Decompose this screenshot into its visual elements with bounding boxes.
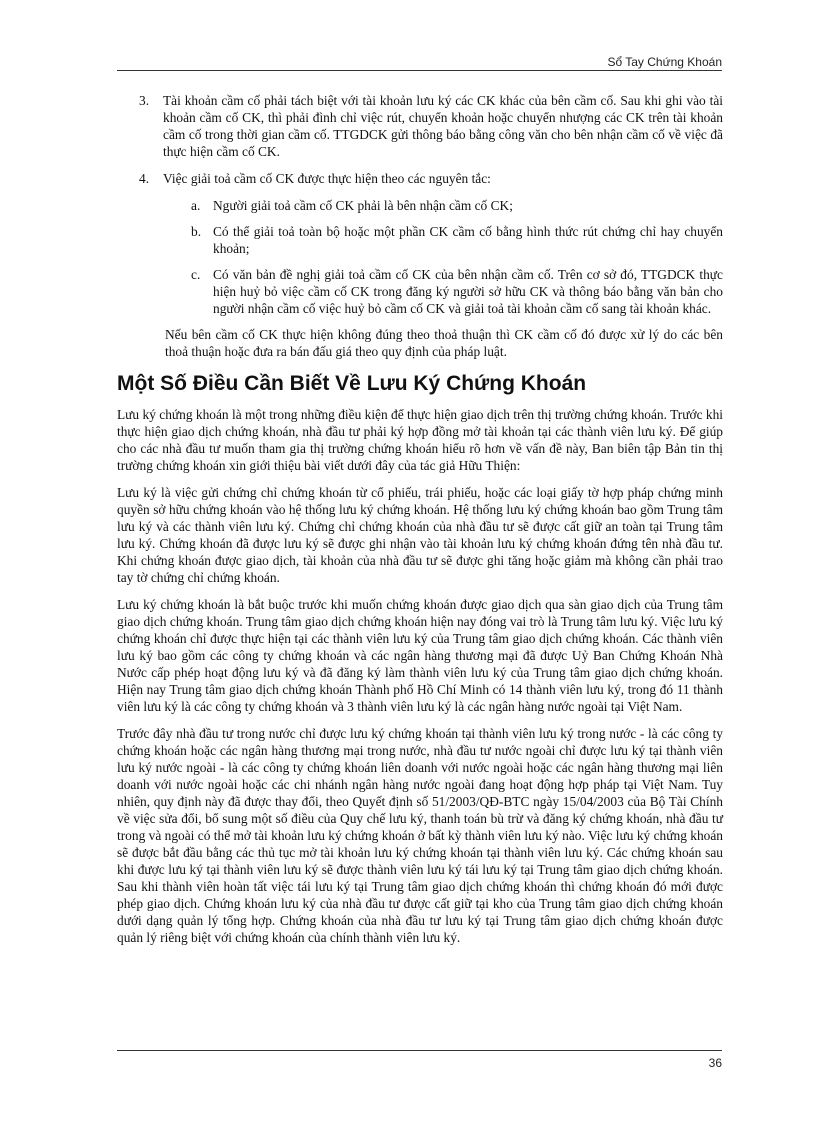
sub-list-item-text: Có thể giải toả toàn bộ hoặc một phần CK cầm cố bằng hình thức rút chứng chỉ hay chuyển khoản; <box>213 224 723 256</box>
page-content <box>117 92 723 956</box>
footer-divider <box>117 1050 722 1051</box>
body-paragraph: Trước đây nhà đầu tư trong nước chỉ được lưu ký chứng khoán tại thành viên lưu ký trong nước - là các công ty chứng khoán hoặc các ngân hàng thương mại trong nước, nhà đầu tư nước ngoài chỉ được lưu ký tại thành viên lưu ký nước ngoài - là các công ty chứng khoán liên doanh với nước ngoài hoặc các ngân hàng thương mại liên doanh với nước ngoài hoặc các chi nhánh ngân hàng nước ngoài đang hoạt động hợp pháp tại Việt Nam. Tuy nhiên, quy định này đã được thay đổi, theo Quyết định số 51/2003/QĐ-BTC ngày 15/04/2003 của Bộ Tài Chính về việc sửa đổi, bổ sung một số điều của Quy chế lưu ký, thanh toán bù trừ và đăng ký chứng khoán, nhà đầu tư trong và ngoài có thể mở tài khoản lưu ký chứng khoán ở bất kỳ thành viên lưu ký nào. Việc lưu ký chứng khoán sẽ được bắt đầu bằng các thủ tục mở tài khoản lưu ký chứng khoán tại thành viên lưu ký. Các chứng khoán sau khi được lưu ký tại thành viên lưu ký sẽ được thành viên lưu ký tái lưu ký tại Trung tâm giao dịch chứng khoán. Sau khi thành viên hoàn tất việc tái lưu ký tại Trung tâm giao dịch chứng khoán thì chứng khoán đó mới được phép giao dịch. Chứng khoán lưu ký của nhà đầu tư được cất giữ tại kho của Trung tâm giao dịch chứng khoán dưới dạng quản lý tổng hợp. Chứng khoán của nhà đầu tư lưu ký tại Trung tâm giao dịch chứng khoán được quản lý riêng biệt với chứng khoán của chính thành viên lưu ký. <box>117 726 723 945</box>
sub-list-item <box>117 266 723 317</box>
list-item <box>117 92 723 160</box>
sub-list-item-text: Người giải toả cầm cố CK phải là bên nhận cầm cố CK; <box>213 198 513 213</box>
header-divider <box>117 70 722 71</box>
list-item-number: 3. <box>139 93 150 108</box>
sub-list-item-letter: a. <box>191 198 201 213</box>
running-header-title: Sổ Tay Chứng Khoán <box>607 55 722 69</box>
sub-list-item-text: Có văn bản đề nghị giải toả cầm cố CK của bên nhận cầm cố. Trên cơ sở đó, TTGDCK thực hiện huỷ bỏ việc cầm cố CK trong đăng ký người sở hữu CK và thông báo bằng văn bản cho người nhận cầm cố việc huỷ bỏ cầm cố CK và giải toả tài khoản cầm cố sang tài khoản khác. <box>213 267 723 316</box>
sub-list-item-letter: c. <box>191 267 201 282</box>
sub-list-item <box>117 223 723 257</box>
body-paragraph: Lưu ký chứng khoán là bắt buộc trước khi muốn chứng khoán được giao dịch qua sàn giao dịch của Trung tâm giao dịch chứng khoán. Trung tâm giao dịch chứng khoán hiện nay đóng vai trò là Trung tâm lưu ký. Việc lưu ký chứng khoán chỉ được thực hiện tại các thành viên lưu ký của Trung tâm giao dịch chứng khoán. Các thành viên lưu ký bao gồm các công ty chứng khoán và các ngân hàng thương mại đã được Uỷ Ban Chứng Khoán Nhà Nước cấp phép hoạt động lưu ký và đã đăng ký làm thành viên lưu ký của Trung tâm giao dịch chứng khoán. Hiện nay Trung tâm giao dịch chứng khoán Thành phố Hồ Chí Minh có 14 thành viên lưu ký, trong đó 11 thành viên lưu ký là các công ty chứng khoán và 3 thành viên lưu ký là các ngân hàng nước ngoài tại Việt Nam. <box>117 597 723 714</box>
list-item-text: Tài khoản cầm cố phải tách biệt với tài khoản lưu ký các CK khác của bên cầm cố. Sau khi ghi vào tài khoản cầm cố CK, thì phải đình chỉ việc rút, chuyển khoản hoặc chuyển nhượng các CK trên tài khoản cầm cố trong thời gian cầm cố. TTGDCK gửi thông báo bằng công văn cho bên nhận cầm cố về việc đã thực hiện cầm cố CK. <box>163 93 723 159</box>
list-item-number: 4. <box>139 171 150 186</box>
body-paragraph: Lưu ký chứng khoán là một trong những điều kiện để thực hiện giao dịch trên thị trường chứng khoán. Trước khi thực hiện giao dịch chứng khoán, nhà đầu tư phải ký hợp đồng mở tài khoản tại các thành viên lưu ký. Để giúp cho các nhà đầu tư muốn tham gia thị trường chứng khoán hiểu rõ hơn về vấn đề này, Ban biên tập Bản tin thị trường chứng khoán xin giới thiệu bài viết dưới đây của tác giả Hữu Thiện: <box>117 407 723 473</box>
page-number: 36 <box>708 1056 722 1070</box>
list-item <box>117 170 723 187</box>
list-item-text: Việc giải toả cầm cố CK được thực hiện theo các nguyên tắc: <box>163 171 491 186</box>
sub-list-item-letter: b. <box>191 224 202 239</box>
section-heading: Một Số Điều Cần Biết Về Lưu Ký Chứng Khoán <box>117 372 587 395</box>
body-paragraph: Lưu ký là việc gửi chứng chỉ chứng khoán từ cổ phiếu, trái phiếu, hoặc các loại giấy tờ hợp pháp chứng minh quyền sở hữu chứng khoán vào hệ thống lưu ký chứng khoán. Hệ thống lưu ký chứng khoán bao gồm Trung tâm lưu ký và các thành viên lưu ký. Chứng chỉ chứng khoán của nhà đầu tư sẽ được cất giữ an toàn tại Trung tâm lưu ký. Chứng khoán đã được lưu ký sẽ được ghi nhận vào tài khoản lưu ký chứng khoán đứng tên nhà đầu tư. Khi chứng khoán được giao dịch, tài khoản của nhà đầu tư sẽ được ghi tăng hoặc giảm mà không cần phải trao tay tờ chứng chỉ chứng khoán. <box>117 485 723 585</box>
sub-list-item <box>117 197 723 214</box>
pledge-note-paragraph: Nếu bên cầm cố CK thực hiện không đúng theo thoả thuận thì CK cầm cố đó được xử lý do các bên thoả thuận hoặc đưa ra bán đấu giá theo quy định của pháp luật. <box>165 327 723 359</box>
